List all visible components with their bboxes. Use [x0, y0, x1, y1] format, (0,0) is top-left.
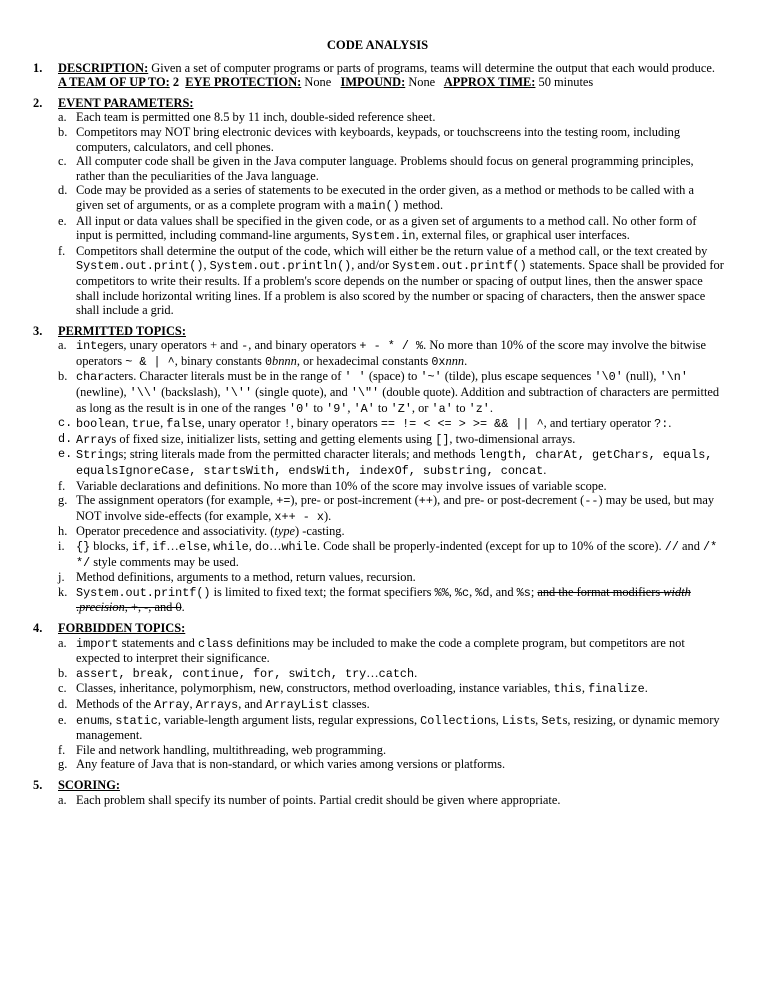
section-permitted-topics: [31, 324, 724, 615]
list-item: e. enums, static, variable-length argument lists, regular expressions, Collections, Lists, Sets, resizing, or dynamic memory management.: [58, 712, 720, 743]
list-item: g. Any feature of Java that is non-standard, or which varies among versions or platforms.: [58, 757, 506, 772]
description-paragraph: [58, 61, 724, 76]
section-event-parameters: [31, 96, 724, 318]
impound-label: IMPOUND:: [340, 75, 406, 90]
list-item: b. Competitors may NOT bring electronic devices with keyboards, keypads, or touchscreens into the testing room, including computers, calculators, and cell phones.: [58, 124, 681, 154]
code-span: System.out.println(): [209, 259, 352, 274]
section-forbidden-topics: [31, 621, 724, 772]
list-item: b. assert, break, continue, for, switch, try…catch.: [58, 665, 418, 681]
forbidden-topics-heading: FORBIDDEN TOPICS:: [58, 620, 186, 635]
code-span: main(): [357, 198, 400, 213]
description-text: Given a set of computer programs or parts of programs, teams will determine the output that each would produce.: [148, 60, 715, 75]
struck-text: and the format modifiers width .precision, +, -, and 0: [76, 584, 691, 615]
list-item: b. characters. Character literals must be in the range of ' ' (space) to '~' (tilde), plus escape sequences '\0' (null), '\n' (newline), '\\' (backslash), '\'' (single quote), and '\"' (double quote). Addition and subtraction of characters are permitted as long as the result is in one of the ranges '0' to '9', 'A' to 'Z', or 'a' to 'z'.: [58, 369, 720, 416]
eye-protection-value: None: [301, 75, 332, 90]
impound-value: None: [405, 75, 436, 90]
list-item: g. The assignment operators (for example, +=), pre- or post-increment (++), and pre- or post-decrement (--) may be used, but may NOT involve side-effects (for example, x++ - x).: [58, 493, 715, 524]
list-item: i. {} blocks, if, if…else, while, do…while. Code shall be properly-indented (except for up to 10% of the score). // and /* */ style comments may be used.: [58, 539, 718, 570]
list-item: a. import statements and class definitions may be included to make the code a complete program, but competitors are not expected to interpret their significance.: [58, 635, 685, 666]
list-item: a. integers, unary operators + and -, and binary operators + - * / %. No more than 10% of the score may involve the bitwise operators ~ & | ^, binary constants 0bnnn, or hexadecimal constants 0xnnn.: [58, 338, 706, 369]
list-item: d. Methods of the Array, Arrays, and ArrayList classes.: [58, 696, 370, 712]
list-item: f. Competitors shall determine the output of the code, which will either be the return value of a method call, or the text created by System.out.print(), System.out.println(), and/or System.out.printf() statements. Space shall be provided for competitors to write their results. If a problem's score depends on the number or spacing of output lines, then the answer space shall include horizontal writing lines. If a problem is also scored by the number or spacing of characters, then the answer space shall include a grid.: [58, 243, 724, 318]
section-number: 1.: [33, 60, 43, 75]
section-number: 4.: [33, 620, 43, 635]
list-item: c. boolean, true, false, unary operator !, binary operators == != < <= > >= && || ^, and tertiary operator ?:.: [58, 416, 672, 432]
approx-time-value: 50 minutes: [535, 75, 594, 90]
team-size-value: 2: [169, 75, 180, 90]
team-size-label: A TEAM OF UP TO:: [58, 75, 170, 90]
list-item: a. Each problem shall specify its number of points. Partial credit should be given where appropriate.: [58, 792, 561, 807]
approx-time-label: APPROX TIME:: [443, 75, 536, 90]
code-span: System.out.printf(): [392, 259, 527, 274]
list-item: e. All input or data values shall be specified in the given code, or as a given set of arguments to a method call. No other form of input is permitted, including command-line arguments, System.in, external files, or graphical user interfaces.: [58, 213, 697, 244]
event-parameters-heading: EVENT PARAMETERS:: [58, 95, 194, 110]
document-title: CODE ANALYSIS: [326, 38, 429, 52]
permitted-topics-heading: PERMITTED TOPICS:: [58, 323, 186, 338]
code-span: System.out.print(): [76, 259, 204, 274]
section-number: 5.: [33, 777, 43, 792]
list-item: d. Arrays of fixed size, initializer lists, setting and getting elements using [], two-dimensional arrays.: [58, 431, 576, 447]
section-description: [31, 61, 724, 90]
list-item: a. Each team is permitted one 8.5 by 11 inch, double-sided reference sheet.: [58, 110, 436, 125]
eye-protection-label: EYE PROTECTION:: [185, 75, 302, 90]
section-number: 3.: [33, 323, 43, 338]
list-item: f. Variable declarations and definitions. No more than 10% of the score may involve issues of variable scope.: [58, 478, 607, 493]
event-parameters-line: [58, 75, 724, 90]
list-item: j. Method definitions, arguments to a method, return values, recursion.: [58, 570, 416, 585]
code-span: System.in: [351, 229, 416, 244]
list-item: d. Code may be provided as a series of statements to be executed in the order given, as a method or methods to be called with a given set of arguments, or as a complete program with a main() method.: [58, 183, 694, 213]
list-item: h. Operator precedence and associativity. (type) -casting.: [58, 524, 345, 539]
list-item: c. Classes, inheritance, polymorphism, new, constructors, method overloading, instance variables, this, finalize.: [58, 681, 648, 697]
list-item: k. System.out.printf() is limited to fixed text; the format specifiers %%, %c, %d, and %s; and the format modifiers width .precision, +, -, and 0.: [58, 584, 691, 615]
list-item: e. Strings; string literals made from the permitted character literals; and methods length, charAt, getChars, equals, equalsIgnoreCase, startsWith, endsWith, indexOf, substring, concat.: [58, 447, 713, 479]
section-number: 2.: [33, 95, 43, 110]
section-scoring: [31, 778, 724, 807]
description-heading: DESCRIPTION:: [58, 60, 149, 75]
list-item: c. All computer code shall be given in the Java computer language. Problems should focus on general programming principles, rather than the peculiarities of the Java language.: [58, 154, 694, 183]
list-item: f. File and network handling, multithreading, web programming.: [58, 742, 387, 757]
scoring-heading: SCORING:: [58, 777, 120, 792]
